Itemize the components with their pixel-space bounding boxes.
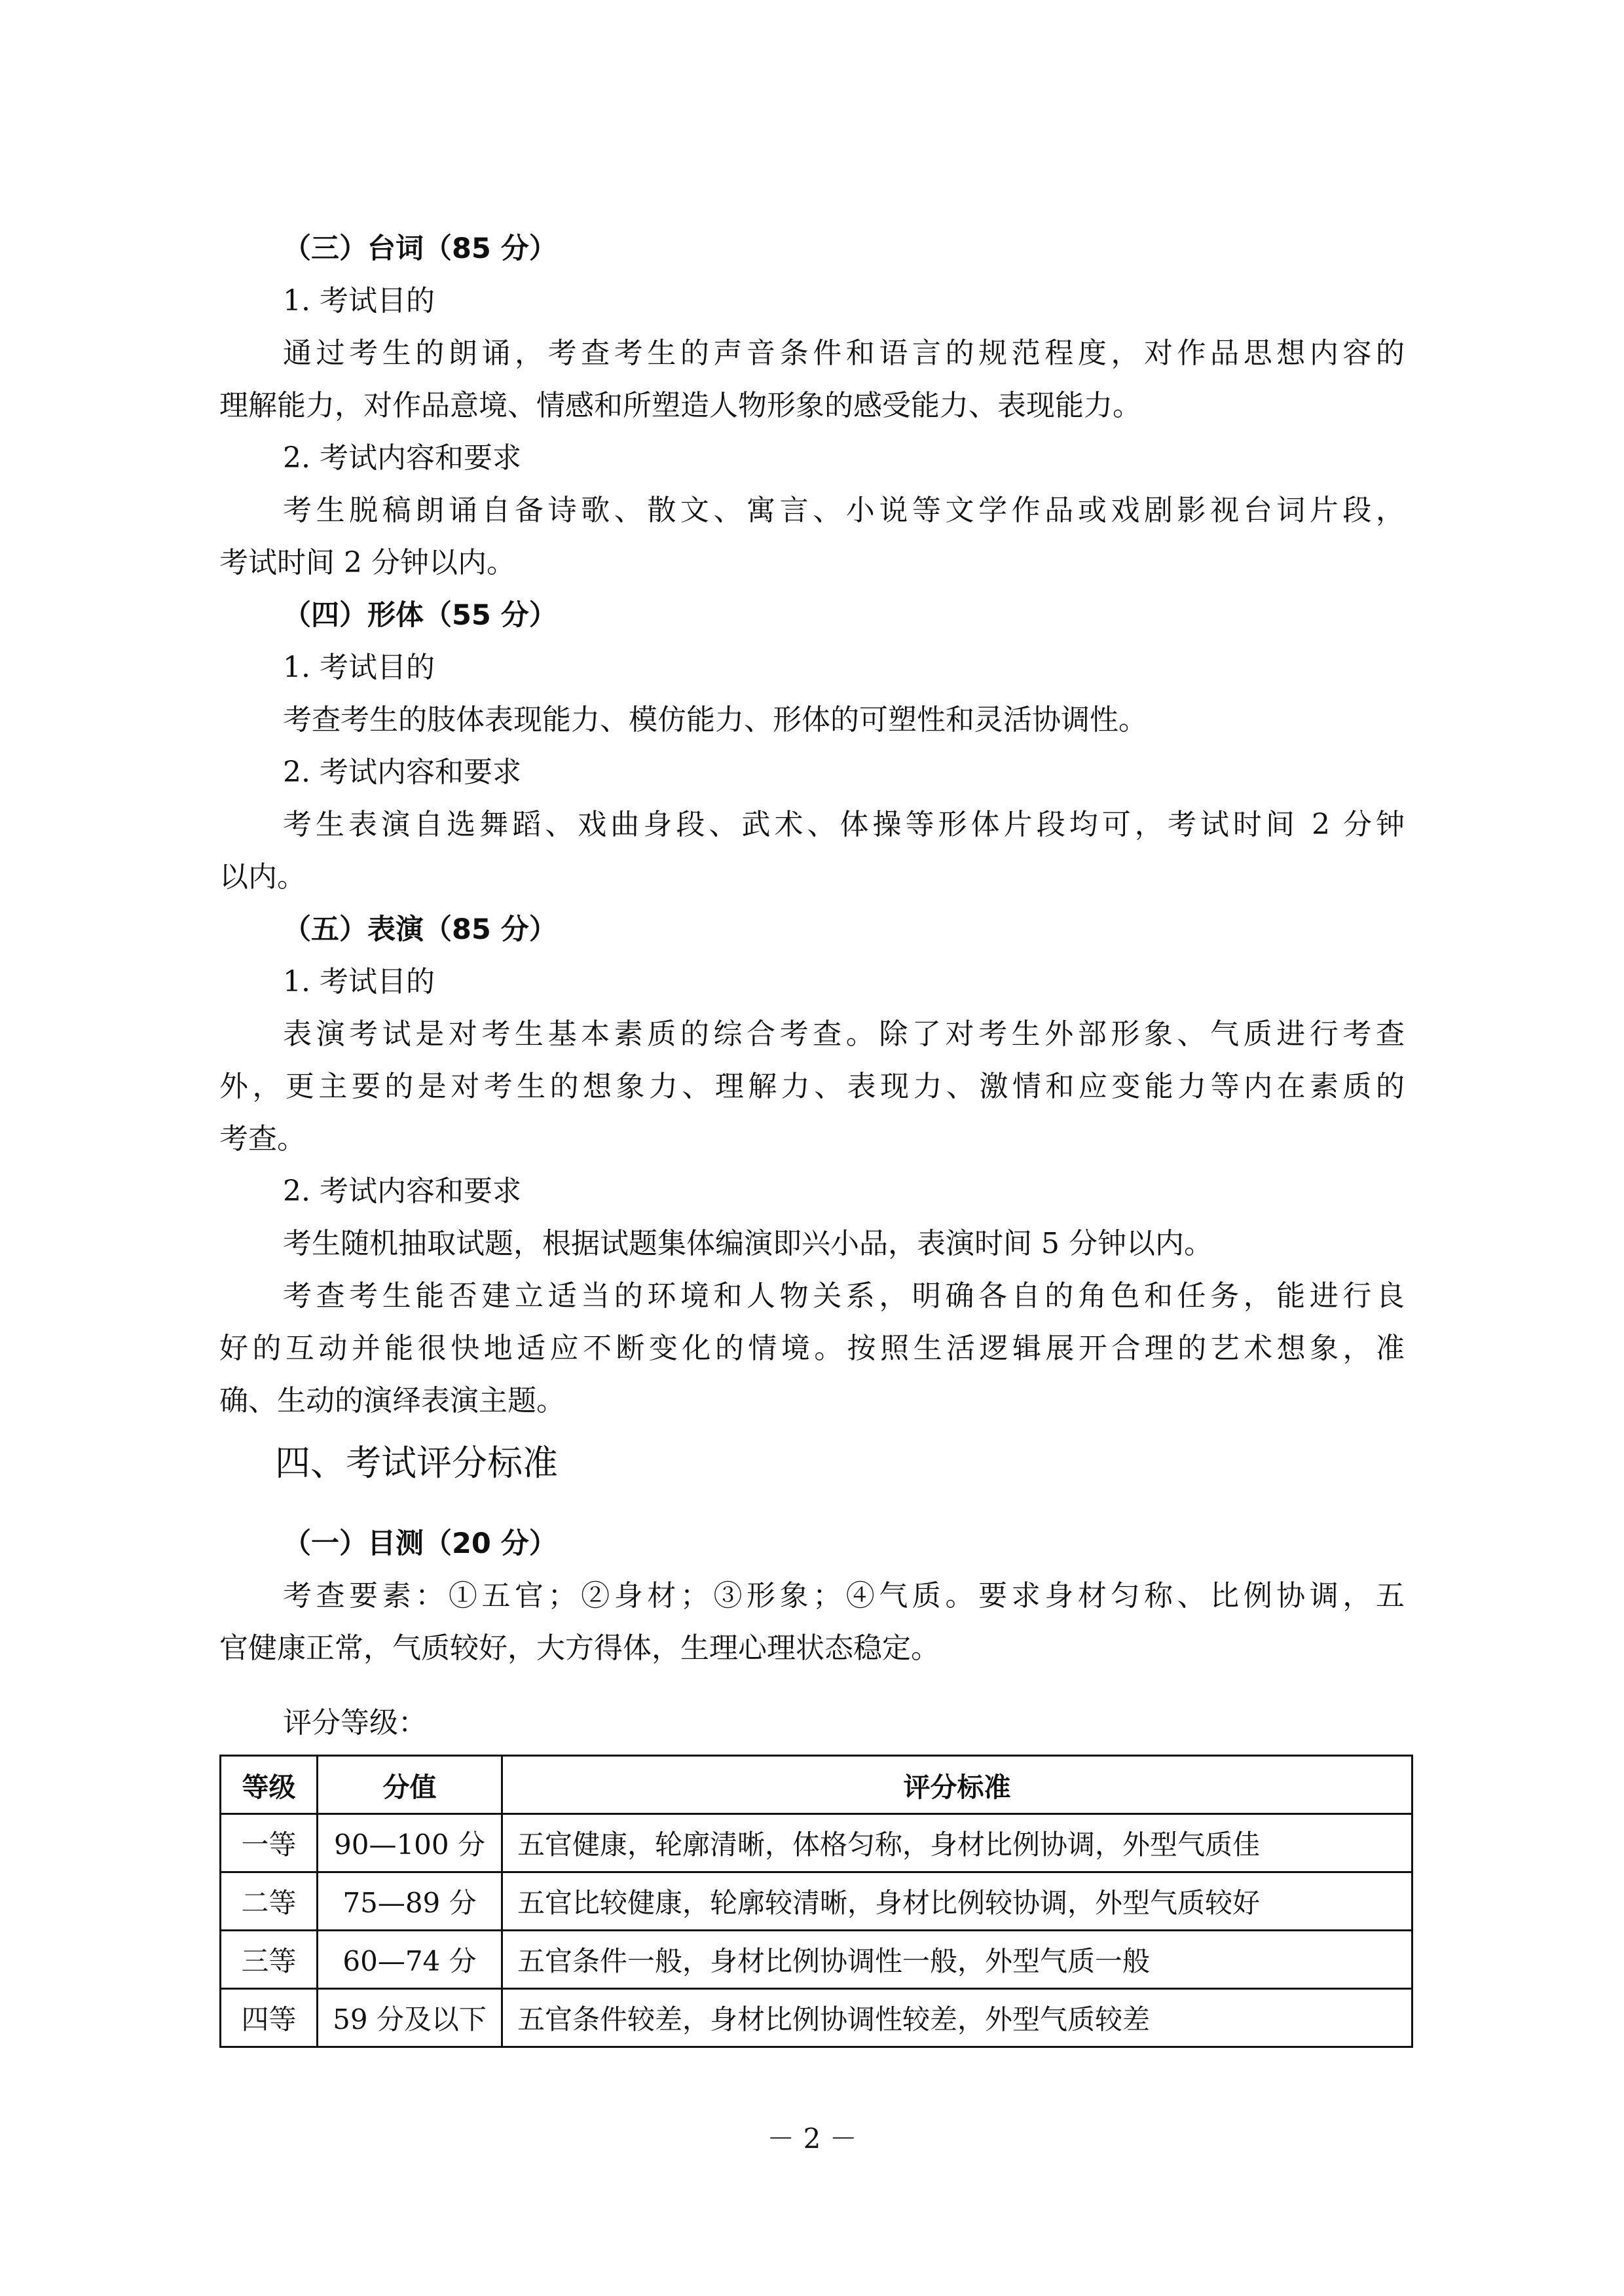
paragraph-line: 通过考生的朗诵，考查考生的声音条件和语言的规范程度，对作品思想内容的 [283,337,1405,370]
paragraph-line: 理解能力，对作品意境、情感和所塑造人物形象的感受能力、表现能力。 [219,389,1141,422]
section-heading-visual: （一）目测（20 分） [283,1527,557,1560]
paragraph-line: 考生表演自选舞蹈、戏曲身段、武术、体操等形体片段均可，考试时间 2 分钟 [283,808,1405,841]
subheading-purpose: 1. 考试目的 [283,965,435,998]
subheading-purpose: 1. 考试目的 [283,284,435,318]
cell-grade: 四等 [221,1989,318,2047]
paragraph-line: 外，更主要的是对考生的想象力、理解力、表现力、激情和应变能力等内在素质的 [219,1070,1405,1103]
paragraph-line: 考生随机抽取试题，根据试题集体编演即兴小品，表演时间 5 分钟以内。 [283,1227,1213,1260]
header-score: 分值 [318,1756,502,1814]
header-grade: 等级 [221,1756,318,1814]
header-criteria: 评分标准 [502,1756,1412,1814]
cell-grade: 一等 [221,1814,318,1872]
cell-grade: 二等 [221,1872,318,1931]
cell-score: 75—89 分 [318,1872,502,1931]
paragraph-line: 考试时间 2 分钟以内。 [219,546,515,579]
paragraph-line: 考查考生的肢体表现能力、模仿能力、形体的可塑性和灵活协调性。 [283,703,1147,737]
paragraph-line: 好的互动并能很快地适应不断变化的情境。按照生活逻辑展开合理的艺术想象，准 [219,1332,1405,1365]
page-number: － 2 － [767,2123,857,2155]
cell-criteria: 五官条件一般，身材比例协调性一般，外型气质一般 [502,1931,1412,1989]
paragraph-line: 表演考试是对考生基本素质的综合考查。除了对考生外部形象、气质进行考查 [283,1017,1405,1051]
paragraph-line: 以内。 [219,860,306,894]
cell-criteria: 五官比较健康，轮廓较清晰，身材比例较协调，外型气质较好 [502,1872,1412,1931]
table-row [221,1989,1412,2047]
cell-criteria: 五官条件较差，身材比例协调性较差，外型气质较差 [502,1989,1412,2047]
cell-score: 60—74 分 [318,1931,502,1989]
paragraph-line: 官健康正常，气质较好，大方得体，生理心理状态稳定。 [219,1631,940,1665]
cell-criteria: 五官健康，轮廓清晰，体格匀称，身材比例协调，外型气质佳 [502,1814,1412,1872]
section-heading-body: （四）形体（55 分） [283,599,557,632]
paragraph-line: 考查。 [219,1122,306,1156]
paragraph-line: 确、生动的演绎表演主题。 [219,1384,565,1417]
section-heading-performance: （五）表演（85 分） [283,913,557,946]
table-row [221,1872,1412,1931]
subheading-content: 2. 考试内容和要求 [283,1175,521,1208]
paragraph-line: 考查要素：①五官；②身材；③形象；④气质。要求身材匀称、比例协调，五 [283,1579,1405,1613]
grading-table [219,1755,1413,2048]
cell-grade: 三等 [221,1931,318,1989]
chapter-heading-scoring: 四、考试评分标准 [275,1442,558,1484]
table-row [221,1931,1412,1989]
paragraph-line: 考查考生能否建立适当的环境和人物关系，明确各自的角色和任务，能进行良 [283,1279,1405,1313]
table-caption: 评分等级： [283,1706,427,1740]
table-header-row [221,1756,1412,1814]
cell-score: 90—100 分 [318,1814,502,1872]
subheading-content: 2. 考试内容和要求 [283,441,521,475]
subheading-content: 2. 考试内容和要求 [283,756,521,789]
subheading-purpose: 1. 考试目的 [283,651,435,684]
paragraph-line: 考生脱稿朗诵自备诗歌、散文、寓言、小说等文学作品或戏剧影视台词片段， [283,494,1405,527]
table-row [221,1814,1412,1872]
cell-score: 59 分及以下 [318,1989,502,2047]
section-heading-lines: （三）台词（85 分） [283,232,557,265]
